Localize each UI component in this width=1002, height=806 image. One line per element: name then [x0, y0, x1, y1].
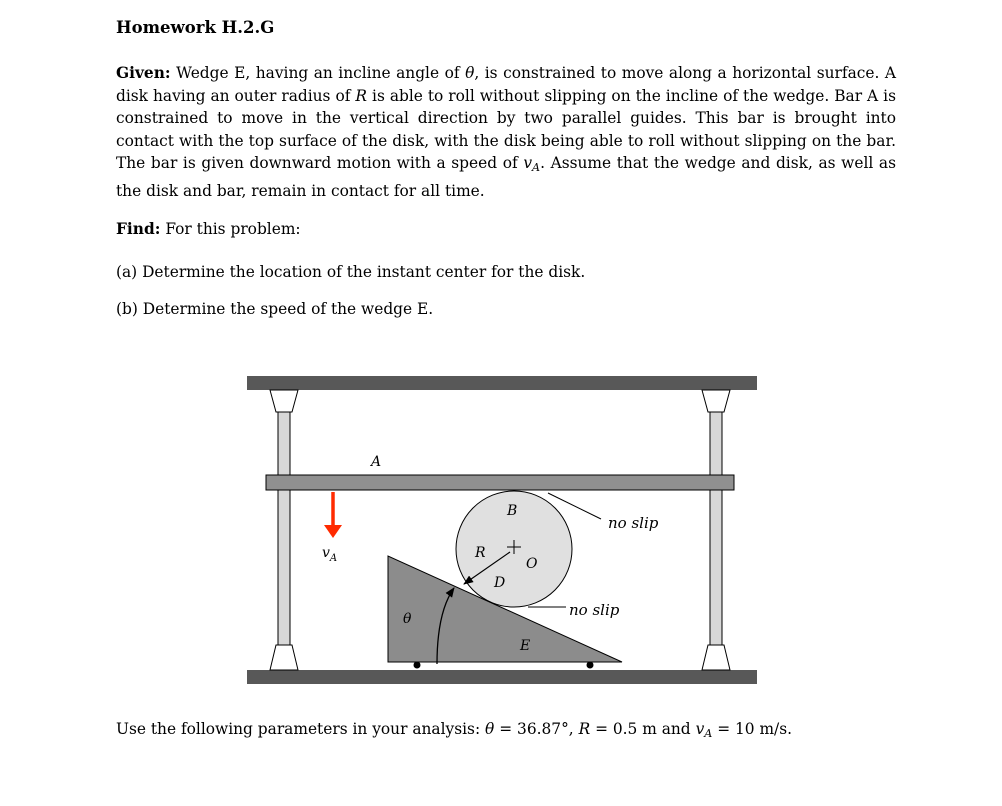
label-O: O	[526, 556, 538, 572]
page-title: Homework H.2.G	[116, 18, 275, 37]
params-theta: θ	[485, 720, 495, 738]
params-theta-value: = 36.87°,	[499, 720, 574, 738]
params-v-value: = 10 m/s.	[717, 720, 793, 738]
question-a: (a) Determine the location of the instant center for the disk.	[116, 263, 586, 281]
params-v: v	[695, 720, 705, 738]
label-B: B	[507, 503, 518, 519]
given-theta: θ	[465, 64, 475, 82]
given-R: R	[355, 86, 368, 105]
label-E: E	[520, 638, 531, 654]
params-R: R	[578, 720, 591, 738]
parameters-line	[116, 720, 792, 740]
no-slip-bottom: no slip	[569, 601, 620, 619]
label-A: A	[371, 454, 382, 470]
given-text-2: , is constrained to move along a horizontal surface. A disk having an outer radius of	[116, 64, 897, 105]
question-b: (b) Determine the speed of the wedge E.	[116, 300, 434, 318]
label-D: D	[494, 575, 506, 591]
params-R-value: = 0.5 m and	[595, 720, 691, 738]
label-vA: $v_A$	[322, 545, 338, 564]
velocity-arrow	[324, 492, 342, 538]
find-text: For this problem:	[165, 220, 301, 238]
given-text-3: is able to roll without slipping on the incline of the wedge. Bar A is constrained to move in the vertical direction by two parallel guides. This bar is brought into contact with the top surface of the disk, with the disk being able to roll without slipping on the bar. The bar is given downward motion with a speed of	[116, 86, 896, 173]
bar-A	[266, 475, 734, 490]
given-label: Given:	[116, 64, 171, 82]
find-label: Find:	[116, 220, 161, 238]
right-guide	[702, 390, 730, 670]
left-guide	[270, 390, 298, 670]
label-R: R	[475, 545, 486, 561]
no-slip-top: no slip	[608, 514, 659, 532]
params-prefix: Use the following parameters in your analysis:	[116, 720, 481, 738]
given-v-sub: A	[532, 161, 541, 175]
given-text-4: . Assume that the wedge and disk, as well as the disk and bar, remain in contact for all time.	[116, 154, 896, 200]
given-v: v	[523, 154, 533, 173]
given-text-1: Wedge E, having an incline angle of	[176, 64, 460, 82]
params-v-sub: A	[704, 726, 713, 740]
wedge-wheel-right	[587, 662, 594, 669]
ceiling	[247, 376, 757, 390]
wedge-wheel-left	[414, 662, 421, 669]
label-theta: θ	[403, 611, 412, 627]
floor	[247, 670, 757, 684]
